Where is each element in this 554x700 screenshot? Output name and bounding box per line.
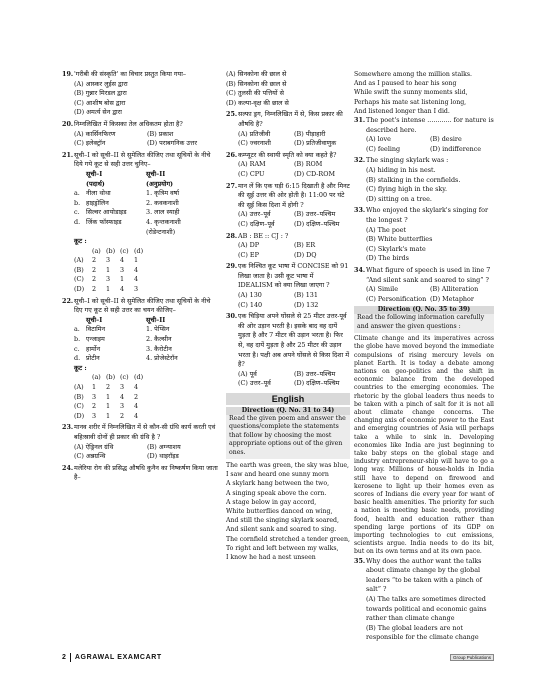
- question-number: 22.: [62, 296, 74, 305]
- code-cell: 3: [106, 256, 111, 265]
- code-header: (d): [134, 246, 144, 255]
- question-text: The singing skylark was :: [366, 156, 449, 165]
- option: (B) The global leaders are not responsible for the climate change: [366, 623, 479, 642]
- poem-line: I saw and heard one sunny morn: [226, 471, 329, 479]
- question-text: Who enjoyed the skylark's singing for the longest ?: [366, 206, 488, 224]
- question-text: एक चिड़िया अपने घोंसले से 25 मीटर उत्तर-पूर्व की ओर उड़ान भरती है। इसके बाद वह दायें मुड़ता है और 7 मीटर की उड़ान भरता है। फिर से, वह दायें मुड़ता है और 25 मीटर की उड़ान भरता है। पक्षी अब अपने घोंसले से किस दिशा में है?: [238, 312, 350, 369]
- row-key: 4.: [146, 354, 153, 363]
- option: (B) गुन्नार मिरडल द्वारा: [74, 89, 127, 98]
- row-item: नीला थोथा: [86, 189, 111, 198]
- code-cell: 2: [92, 256, 97, 265]
- page-number: 2: [62, 653, 66, 661]
- code-cell: 2: [92, 402, 97, 411]
- poem-line: White butterflies danced on wing,: [226, 508, 333, 516]
- code-cell: 4: [120, 256, 125, 265]
- option: (C) तुलसी की पत्तियों से: [226, 89, 284, 98]
- question-19: [62, 70, 220, 118]
- question-number: 28.: [226, 231, 238, 240]
- option: (D) Metaphor: [430, 294, 474, 303]
- question-23: [62, 423, 220, 461]
- option: (B) Alliteration: [430, 285, 479, 294]
- question-text: मलेरिया रोग की प्रसिद्ध औषधि कुनैन का निष्कर्षण किया जाता है–: [74, 463, 218, 482]
- poem-line: The cornfield stretched a tender green,: [226, 535, 350, 543]
- code-cell: 4: [120, 392, 125, 401]
- option: (A) RAM: [238, 160, 266, 169]
- option: (B) पीड़ाहारी: [294, 129, 326, 138]
- row-key: a.: [74, 325, 80, 334]
- code-table: [62, 237, 220, 295]
- question-number: 34.: [354, 265, 366, 274]
- question-27: [226, 182, 350, 230]
- poem-line: To right and left between my walks,: [226, 544, 339, 552]
- code-header: (c): [120, 373, 129, 382]
- poem-line: And still the singing skylark soared,: [226, 517, 339, 525]
- option: (B) प्रकाश: [147, 129, 174, 138]
- option: (A) आस्कर लुईस द्वारा: [74, 79, 128, 88]
- option: (D) थाइरॉइड: [147, 452, 179, 461]
- footer-divider: [70, 653, 71, 662]
- question-number: 27.: [226, 181, 238, 190]
- code-cell: (C): [74, 402, 84, 411]
- row-item: विटामिन: [86, 325, 106, 334]
- option: (C) ज्वरनाशी: [238, 139, 271, 148]
- question-20: [62, 120, 220, 149]
- option: (D) The birds: [366, 254, 409, 263]
- question-number: 32.: [354, 156, 366, 165]
- question-text: निम्नलिखित में किसका तेल अधिकतम होता है?: [74, 119, 183, 128]
- row-key: c.: [74, 208, 80, 217]
- row-item: कवकनाशी: [154, 198, 179, 207]
- row-key: 3.: [146, 344, 153, 353]
- row-item: कैरोटीन: [154, 344, 172, 353]
- option: (D) indifference: [430, 144, 482, 153]
- question-text: एक निश्चित कूट भाषा में CONCISE को 91 लिखा जाता है। उसी कूट भाषा में IDEALISM को क्या लिखा जाएगा ?: [238, 262, 349, 290]
- question-text: सूची–I को सूची–II से सुमेलित कीजिए तथा सूचियों के नीचे दिये गये कूट से सही उत्तर चुनिए–: [74, 150, 211, 169]
- option: (D) दक्षिण–पश्चिम: [294, 379, 340, 388]
- row-item: लाल स्याही: [154, 208, 180, 217]
- row-key: d.: [74, 217, 81, 226]
- code-cell: 2: [92, 285, 97, 294]
- row-item: हाइड्रोलिन: [86, 198, 109, 207]
- code-header: (a): [92, 373, 101, 382]
- row-item: प्रोटीन: [86, 354, 100, 363]
- section-heading-english: English: [226, 393, 350, 405]
- option: (C) Personification: [366, 294, 427, 303]
- question-33: [354, 206, 494, 264]
- option: (A) पूर्व: [238, 369, 257, 378]
- column-right: [354, 70, 494, 645]
- question-30: [226, 312, 350, 389]
- question-number: 24.: [62, 463, 74, 472]
- question-number: 31.: [354, 116, 366, 125]
- code-cell: 2: [92, 275, 97, 284]
- list-heading: सूची–I: [86, 169, 103, 178]
- code-label: कूट :: [74, 237, 87, 246]
- list-heading: सूची–II: [146, 315, 166, 324]
- question-number: 35.: [354, 556, 366, 565]
- row-key: 2.: [146, 198, 153, 207]
- option: (D) अमर्त्य सेन द्वारा: [74, 108, 122, 117]
- option: (B) ROM: [294, 160, 323, 169]
- direction-heading: Direction (Q. No. 35 to 39): [354, 306, 494, 314]
- option: (D) पराबगनिक उत्तर: [147, 139, 197, 148]
- code-cell: (D): [74, 285, 85, 294]
- code-cell: 2: [92, 265, 97, 274]
- option: (C) flying high in the sky.: [366, 185, 448, 194]
- poem-continued: [354, 70, 494, 116]
- question-number: 20.: [62, 119, 74, 128]
- direction-text: Read the following information carefully and answer the given questions :: [354, 314, 494, 333]
- question-text: मान लें कि एक घड़ी 6:15 दिखाती है और मिनट की सूई उत्तर की ओर होती है। 11:00 पर घंटे की सूई किस दिशा में होगी ?: [238, 181, 350, 209]
- question-number: 26.: [226, 150, 238, 159]
- question-number: 23.: [62, 423, 74, 432]
- poem-line: Perhaps his mate sat listening long,: [354, 98, 467, 106]
- question-text: The poet's intense ............ for nature is described here.: [366, 116, 494, 134]
- code-cell: 4: [134, 411, 139, 420]
- question-number: 30.: [226, 312, 238, 321]
- code-cell: 4: [120, 285, 125, 294]
- question-26: [226, 151, 350, 180]
- option: (B) उत्तर–पश्चिम: [294, 369, 336, 378]
- poem-line: While swift the sunny moments slid,: [354, 89, 468, 97]
- option: (B) अग्न्याशय: [147, 442, 181, 451]
- option: (A) प्रतिजीवी: [238, 129, 271, 138]
- row-key: 3.: [146, 208, 153, 217]
- code-cell: 1: [106, 392, 111, 401]
- direction-text: Read the given poem and answer the questions/complete the statements that follow by choosing the most appropriate options out of the given ones.: [226, 415, 350, 459]
- code-cell: 1: [106, 265, 111, 274]
- list-heading: सूची–I: [86, 315, 103, 324]
- page-footer: [62, 652, 494, 662]
- row-item: सिल्वर आयोडाइड: [86, 208, 127, 217]
- option: (A) Simile: [366, 285, 398, 294]
- option: (C) उत्तर–पूर्व: [238, 379, 271, 388]
- question-number: 21.: [62, 150, 74, 159]
- option: (A) The poet: [366, 225, 407, 234]
- code-cell: 4: [134, 383, 139, 391]
- list-heading: सूची–II: [146, 169, 166, 178]
- option: (C) अन्नग्रन्थि: [74, 452, 106, 461]
- publisher-brand: AGRAWAL EXAMCART: [74, 653, 162, 661]
- row-key: 1.: [146, 189, 153, 198]
- code-cell: 2: [120, 411, 125, 420]
- question-text: मानव शरीर में निम्नलिखित में से कौन-सी ग्रंथि कार्य करती एवं बहिःस्रावी दोनों ही प्रकार की ग्रंथि है ?: [74, 423, 216, 441]
- code-cell: (C): [74, 275, 84, 284]
- option: (A) उत्तर–पूर्व: [238, 210, 271, 219]
- option: (D) CD-ROM: [294, 169, 336, 178]
- question-24: [62, 464, 220, 483]
- row-item: एन्जाइम: [86, 335, 105, 344]
- code-cell: 3: [120, 383, 125, 391]
- poem-line: And silent sank and soared to sing.: [226, 526, 337, 534]
- option: (D) sitting on a tree.: [366, 194, 432, 203]
- option: (D) 132: [294, 300, 319, 309]
- option: (A) कार्सिनफिरण: [74, 129, 116, 138]
- code-cell: 3: [120, 402, 125, 411]
- column-left: [62, 70, 220, 485]
- option: (C) दक्षिण–पूर्व: [238, 219, 275, 228]
- question-34: [354, 266, 494, 304]
- poem-line: Somewhere among the million stalks.: [354, 71, 472, 78]
- poem-line: A stage below in gay accord,: [226, 498, 317, 506]
- row-key: c.: [74, 344, 80, 353]
- code-cell: 1: [106, 285, 111, 294]
- option: (C) आशीष बोस द्वारा: [74, 98, 126, 107]
- question-22: [62, 297, 220, 422]
- option: (A) 130: [238, 291, 262, 300]
- match-table: [62, 170, 220, 237]
- code-label: कूट :: [74, 363, 87, 372]
- question-31: [354, 116, 494, 154]
- code-cell: 1: [134, 256, 139, 265]
- poem-line: And as I paused to hear his song: [354, 80, 457, 88]
- code-cell: 1: [106, 411, 111, 420]
- question-text: कम्प्यूटर की स्थायी स्मृति को क्या कहते है?: [238, 150, 337, 159]
- code-header: (b): [106, 246, 116, 255]
- row-item: कृत्रिम वर्षा: [154, 189, 180, 198]
- code-cell: (B): [74, 392, 84, 401]
- question-number: 33.: [354, 206, 366, 215]
- list-subheading: (पदार्थ): [86, 179, 105, 188]
- option: (C) feeling: [366, 144, 401, 153]
- option: (B) उत्तर–पश्चिम: [294, 210, 336, 219]
- publisher-logo: Group Publications: [450, 654, 494, 661]
- option: (C) Skylark's mate: [366, 244, 426, 253]
- option: (A) hiding in his nest.: [366, 165, 436, 174]
- list-subheading: (अनुप्रयोग): [146, 179, 174, 188]
- row-key: b.: [74, 198, 81, 207]
- question-text: सल्फा ड्रग, निम्नलिखित में से, किस प्रकार की औषधि है?: [238, 110, 343, 128]
- question-number: 25.: [226, 110, 238, 119]
- question-text: 'गरीबी की संस्कृति' का विचार प्रस्तुत किया गया–: [74, 70, 187, 78]
- match-table: [62, 316, 220, 364]
- code-cell: (A): [74, 256, 84, 265]
- option: (A) DP: [238, 241, 260, 250]
- option: (C) 140: [238, 300, 263, 309]
- code-cell: 2: [106, 383, 111, 391]
- poem-line: A singing speak above the corn.: [226, 489, 327, 497]
- question-24-options: [226, 70, 350, 108]
- option: (B) White butterflies: [366, 235, 433, 244]
- reading-passage: Climate change and its imperatives across the globe have moved beyond the immediate compulsions of rising mercury levels on planet Earth. It is today a debate among nations on geo-politics and the shift in economic balance from the developed countries to the emerging economies. The rhetoric by the global leaders thus needs to be taken with a pinch of salt for it is not all about climate change concerns. The changing axis of economic power to the East and emerging countries of Asia will perhaps take a while to sink in. Developing economies like India are just beginning to take baby steps on the global stage and industry entrepreneur-ship will have to go a long way. Millions of house-holds in India still have to depend on firewood and kerosene to light up their homes even as scores of Indians die every year for want of basic health amenities. The priority for such a nation is meeting basic needs, providing food, health and education rather than spending large portions of its GDP on importing technologies to cut emissions, scientists argue. India needs to do its bit, but on its own terms and at its own pace.: [354, 335, 494, 556]
- row-key: a.: [74, 189, 80, 198]
- code-cell: (B): [74, 265, 84, 274]
- question-35: [354, 557, 494, 643]
- question-number: 29.: [226, 262, 238, 271]
- row-item: कृन्तकनाशी: [154, 217, 181, 226]
- column-middle: [226, 70, 350, 562]
- poem-line: The earth was green, the sky was blue,: [226, 462, 349, 470]
- question-28: [226, 232, 350, 261]
- code-header: (b): [106, 373, 116, 382]
- poem-line: And listened longer than I did.: [354, 107, 450, 115]
- code-cell: 3: [92, 392, 97, 401]
- question-text: AB : BE :: CJ : ?: [238, 231, 289, 240]
- code-cell: (A): [74, 383, 84, 391]
- poem-line: I know he had a nest unseen: [226, 554, 316, 562]
- code-cell: 3: [134, 285, 139, 294]
- question-number: 19.: [62, 70, 74, 78]
- code-cell: 4: [134, 402, 139, 411]
- code-cell: 1: [92, 383, 97, 391]
- row-item: कैल्सीन: [154, 335, 172, 344]
- row-key: d.: [74, 354, 81, 363]
- code-cell: (D): [74, 411, 85, 420]
- option: (B) ER: [294, 241, 316, 250]
- code-cell: 4: [134, 275, 139, 284]
- option: (B) desire: [430, 135, 462, 144]
- option: (A) सिनकोना की छाल से: [226, 70, 287, 78]
- row-item: प्रोजेस्टेरॉन: [154, 354, 178, 363]
- code-cell: 1: [120, 275, 125, 284]
- code-header: (c): [120, 246, 129, 255]
- code-cell: 3: [92, 411, 97, 420]
- code-cell: 4: [134, 265, 139, 274]
- question-29: [226, 262, 350, 310]
- poem-line: A skylark hang between the two,: [226, 480, 330, 488]
- row-item: जिंक फॉस्फाइड: [86, 217, 122, 226]
- code-header: (d): [134, 373, 144, 382]
- row-key: b.: [74, 335, 81, 344]
- option: (D) कल्पा-वृक्ष की छाल से: [226, 98, 289, 107]
- row-key: 1.: [146, 325, 153, 334]
- option: (B) 131: [294, 291, 318, 300]
- question-text: Why does the author want the talks about climate change by the global leaders “to be taken with a pinch of salt” ?: [366, 556, 482, 594]
- code-cell: 3: [120, 265, 125, 274]
- option: (D) DQ: [294, 250, 317, 259]
- direction-heading: Direction (Q. No. 31 to 34): [226, 407, 350, 415]
- question-32: [354, 156, 494, 204]
- row-item: हार्मोन: [86, 344, 101, 353]
- option: (C) CPU: [238, 169, 265, 178]
- code-cell: 2: [134, 392, 139, 401]
- row-key: 4.: [146, 217, 153, 226]
- option: (B) सिनकोना की छाल से: [226, 79, 287, 88]
- code-cell: 1: [106, 402, 111, 411]
- option: (A) The talks are sometimes directed towards political and economic gains rather than climate change: [366, 594, 487, 623]
- question-text: सूची–I को सूची–II से सुमेलित कीजिए तथा सूचियों के नीचे दिए गए कूट से सही उत्तर का चयन कीजिए–: [74, 296, 211, 315]
- question-21: [62, 151, 220, 295]
- code-cell: 3: [106, 275, 111, 284]
- poem: [226, 461, 350, 562]
- option: (C) इलेक्ट्रॉन: [74, 139, 106, 148]
- row-item: पेप्सिन: [154, 325, 170, 334]
- question-text: What figure of speech is used in line 7 “And silent sank and soared to sing” ?: [366, 265, 491, 284]
- option: (B) stalking in the cornfields.: [366, 175, 461, 184]
- question-25: [226, 110, 350, 148]
- option: (D) प्रतिजीवाणुक: [294, 139, 337, 148]
- option: (D) दक्षिण–पश्चिम: [294, 219, 340, 228]
- option: (A) love: [366, 135, 391, 144]
- row-item: (रोडेन्टनाशी): [146, 227, 176, 236]
- row-key: 2.: [146, 335, 153, 344]
- option: (C) EP: [238, 250, 259, 259]
- code-table: [62, 364, 220, 422]
- code-header: (a): [92, 246, 101, 255]
- option: (A) ऐड्रिनल ग्रंथि: [74, 442, 114, 451]
